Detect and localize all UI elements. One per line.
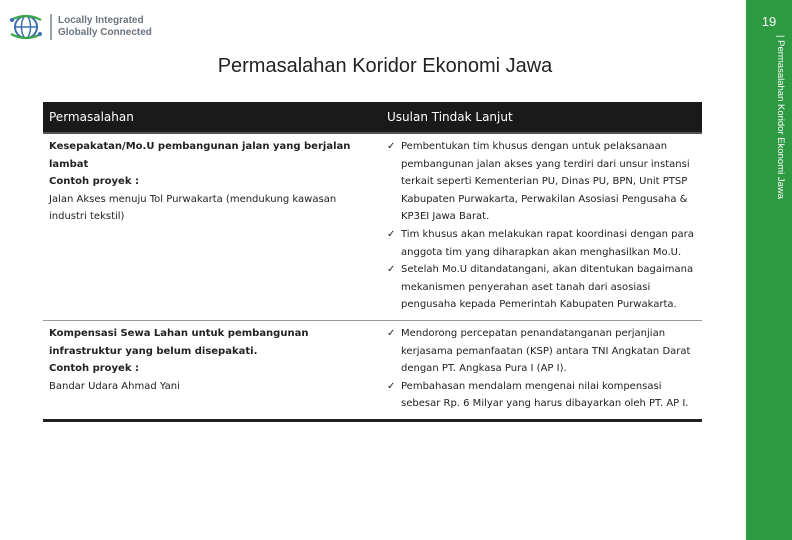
action-cell <box>381 134 702 320</box>
header-problem: Permasalahan <box>49 110 134 124</box>
project-name: Jalan Akses menuju Tol Purwakarta (mendukung kawasan industri tekstil) <box>49 193 337 223</box>
problem-cell <box>43 134 381 320</box>
action-text: Pembahasan mendalam mengenai nilai kompensasi sebesar Rp. 6 Milyar yang harus dibayarkan oleh PT. AP I. <box>401 380 689 410</box>
brand-line-1: Locally Integrated <box>58 15 144 26</box>
brand-text <box>58 15 152 39</box>
page-number: 19 <box>761 14 777 29</box>
sidebar <box>746 0 792 540</box>
action-item <box>387 378 696 413</box>
project-label: Contoh proyek : <box>49 176 139 188</box>
checkmark-icon: ✓ <box>387 327 396 339</box>
globe-icon <box>8 10 44 44</box>
action-item <box>387 261 696 314</box>
sidebar-section-label: | Permasalahan Koridor Ekonomi Jawa <box>775 35 786 200</box>
checkmark-icon: ✓ <box>387 228 396 240</box>
logo-divider <box>50 14 52 40</box>
brand-line-2: Globally Connected <box>58 27 152 38</box>
table-header <box>43 102 702 134</box>
action-text: Tim khusus akan melakukan rapat koordinasi dengan para anggota tim yang diharapkan akan menghasilkan Mo.U. <box>401 228 694 258</box>
brand-logo <box>8 10 152 44</box>
checkmark-icon: ✓ <box>387 141 396 152</box>
checkmark-icon: ✓ <box>387 380 396 392</box>
table-row <box>43 134 702 321</box>
page-title: Permasalahan Koridor Ekonomi Jawa <box>217 55 553 77</box>
problem-title: Kompensasi Sewa Lahan untuk pembangunan infrastruktur yang belum disepakati. <box>49 327 309 357</box>
problem-title: Kesepakatan/Mo.U pembangunan jalan yang berjalan lambat <box>49 141 351 170</box>
action-item <box>387 138 696 226</box>
action-item <box>387 226 696 261</box>
action-cell <box>381 321 702 419</box>
project-name: Bandar Udara Ahmad Yani <box>49 380 180 392</box>
action-text: Pembentukan tim khusus dengan untuk pelaksanaan pembangunan jalan akses yang terdiri dari unsur instansi terkait seperti Kementerian PU, Dinas PU, BPN, Unit PTSP Kabupaten Purwakarta, Perwakilan Asosiasi Pengusaha & KP3EI Jawa Barat. <box>401 141 690 223</box>
action-text: Setelah Mo.U ditandatangani, akan ditentukan bagaimana mekanismen penyerahan aset tanah dari asosiasi pengusaha kepada Pemerintah Kabupaten Purwakarta. <box>401 264 694 311</box>
issues-table <box>43 102 702 422</box>
action-text: Mendorong percepatan penandatanganan perjanjian kerjasama pemanfaatan (KSP) antara TNI Angkatan Darat dengan PT. Angkasa Pura I (AP I). <box>401 327 691 375</box>
table-row <box>43 321 702 422</box>
header-action: Usulan Tindak Lanjut <box>387 110 513 124</box>
action-item <box>387 325 696 378</box>
checkmark-icon: ✓ <box>387 264 396 276</box>
project-label: Contoh proyek : <box>49 363 139 375</box>
problem-cell <box>43 321 381 419</box>
